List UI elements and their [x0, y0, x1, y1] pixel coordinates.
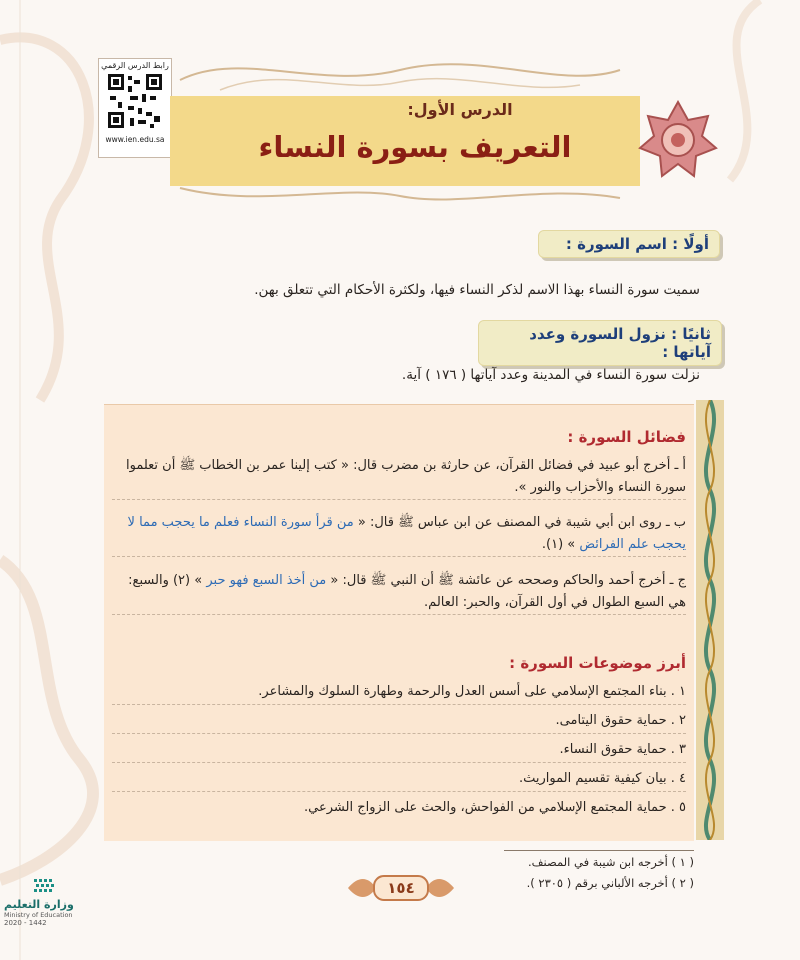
bottom-scroll-ornament	[160, 180, 640, 210]
side-border-ornament	[690, 400, 730, 840]
section-body-revelation: نزلت سورة النساء في المدينة وعدد آياتها ( ١٧٦ ) آية.	[401, 367, 700, 383]
list-item: ١ . بناء المجتمع الإسلامي على أسس العدل والرحمة وطهارة السلوك والمشاعر.	[112, 680, 686, 705]
virtue-item-a: أ ـ أخرج أبو عبيد في فضائل القرآن، عن حارثة بن مضرب قال: « كتب إلينا عمر بن الخطاب ﷺ أن تعلموا سورة النساء والأحزاب والنور ».	[112, 455, 686, 500]
topics-heading: أبرز موضوعات السورة :	[509, 654, 686, 672]
page-number: ١٥٤	[387, 879, 415, 897]
virtues-heading: فضائل السورة :	[567, 428, 686, 446]
list-item: ٣ . حماية حقوق النساء.	[112, 738, 686, 763]
footnote-1: ( ١ ) أخرجه ابن شيبة في المصنف.	[527, 855, 694, 869]
star-ornament-icon	[638, 100, 718, 180]
virtue-item-c: ج ـ أخرج أحمد والحاكم وصححه عن عائشة ﷺ أن النبي ﷺ قال: « من أخذ السبع فهو حبر » (٢) والسبع: هي السبع الطوال في أول القرآن، والحبر: العالم.	[112, 570, 686, 615]
ministry-name-en: Ministry of Education	[4, 911, 73, 919]
qr-url[interactable]: www.ien.edu.sa	[105, 135, 165, 144]
ministry-emblem-icon	[4, 878, 64, 894]
ministry-name-ar: وزارة التعليم	[4, 898, 74, 911]
list-item: ٢ . حماية حقوق اليتامى.	[112, 709, 686, 734]
hadith-quote: من أخذ السبع فهو حبر	[206, 573, 327, 588]
virtue-item-b: ب ـ روى ابن أبي شيبة في المصنف عن ابن عباس ﷺ قال: « من قرأ سورة النساء فعلم ما يحجب مما لا يحجب علم الفرائض » (١).	[112, 512, 686, 557]
hadith-quote: يحجب علم الفرائض	[579, 537, 686, 552]
footnote-2: ( ٢ ) أخرجه الألباني برقم ( ٢٣٠٥ ).	[526, 876, 694, 890]
topics-list	[112, 680, 686, 820]
top-scroll-ornament	[160, 40, 640, 100]
lesson-number: الدرس الأول:	[407, 100, 513, 119]
section-body-name: سميت سورة النساء بهذا الاسم لذكر النساء فيها، ولكثرة الأحكام التي تتعلق بهن.	[254, 282, 700, 298]
qr-label: رابط الدرس الرقمي	[101, 61, 169, 70]
hadith-quote: من قرأ سورة النساء فعلم ما يحجب مما لا	[127, 515, 354, 530]
lesson-title: التعريف بسورة النساء	[258, 130, 572, 164]
ministry-year: 2020 - 1442	[4, 919, 47, 927]
ministry-logo	[4, 878, 84, 927]
footnote-divider	[504, 850, 694, 851]
section-heading-name: أولًا : اسم السورة :	[538, 230, 720, 258]
list-item: ٥ . حماية المجتمع الإسلامي من الفواحش، والحث على الزواج الشرعي.	[304, 800, 686, 815]
list-item: ٤ . بيان كيفية تقسيم المواريث.	[112, 767, 686, 792]
section-heading-revelation: ثانيًا : نزول السورة وعدد آياتها :	[478, 320, 722, 366]
qr-code-icon[interactable]	[106, 72, 164, 130]
